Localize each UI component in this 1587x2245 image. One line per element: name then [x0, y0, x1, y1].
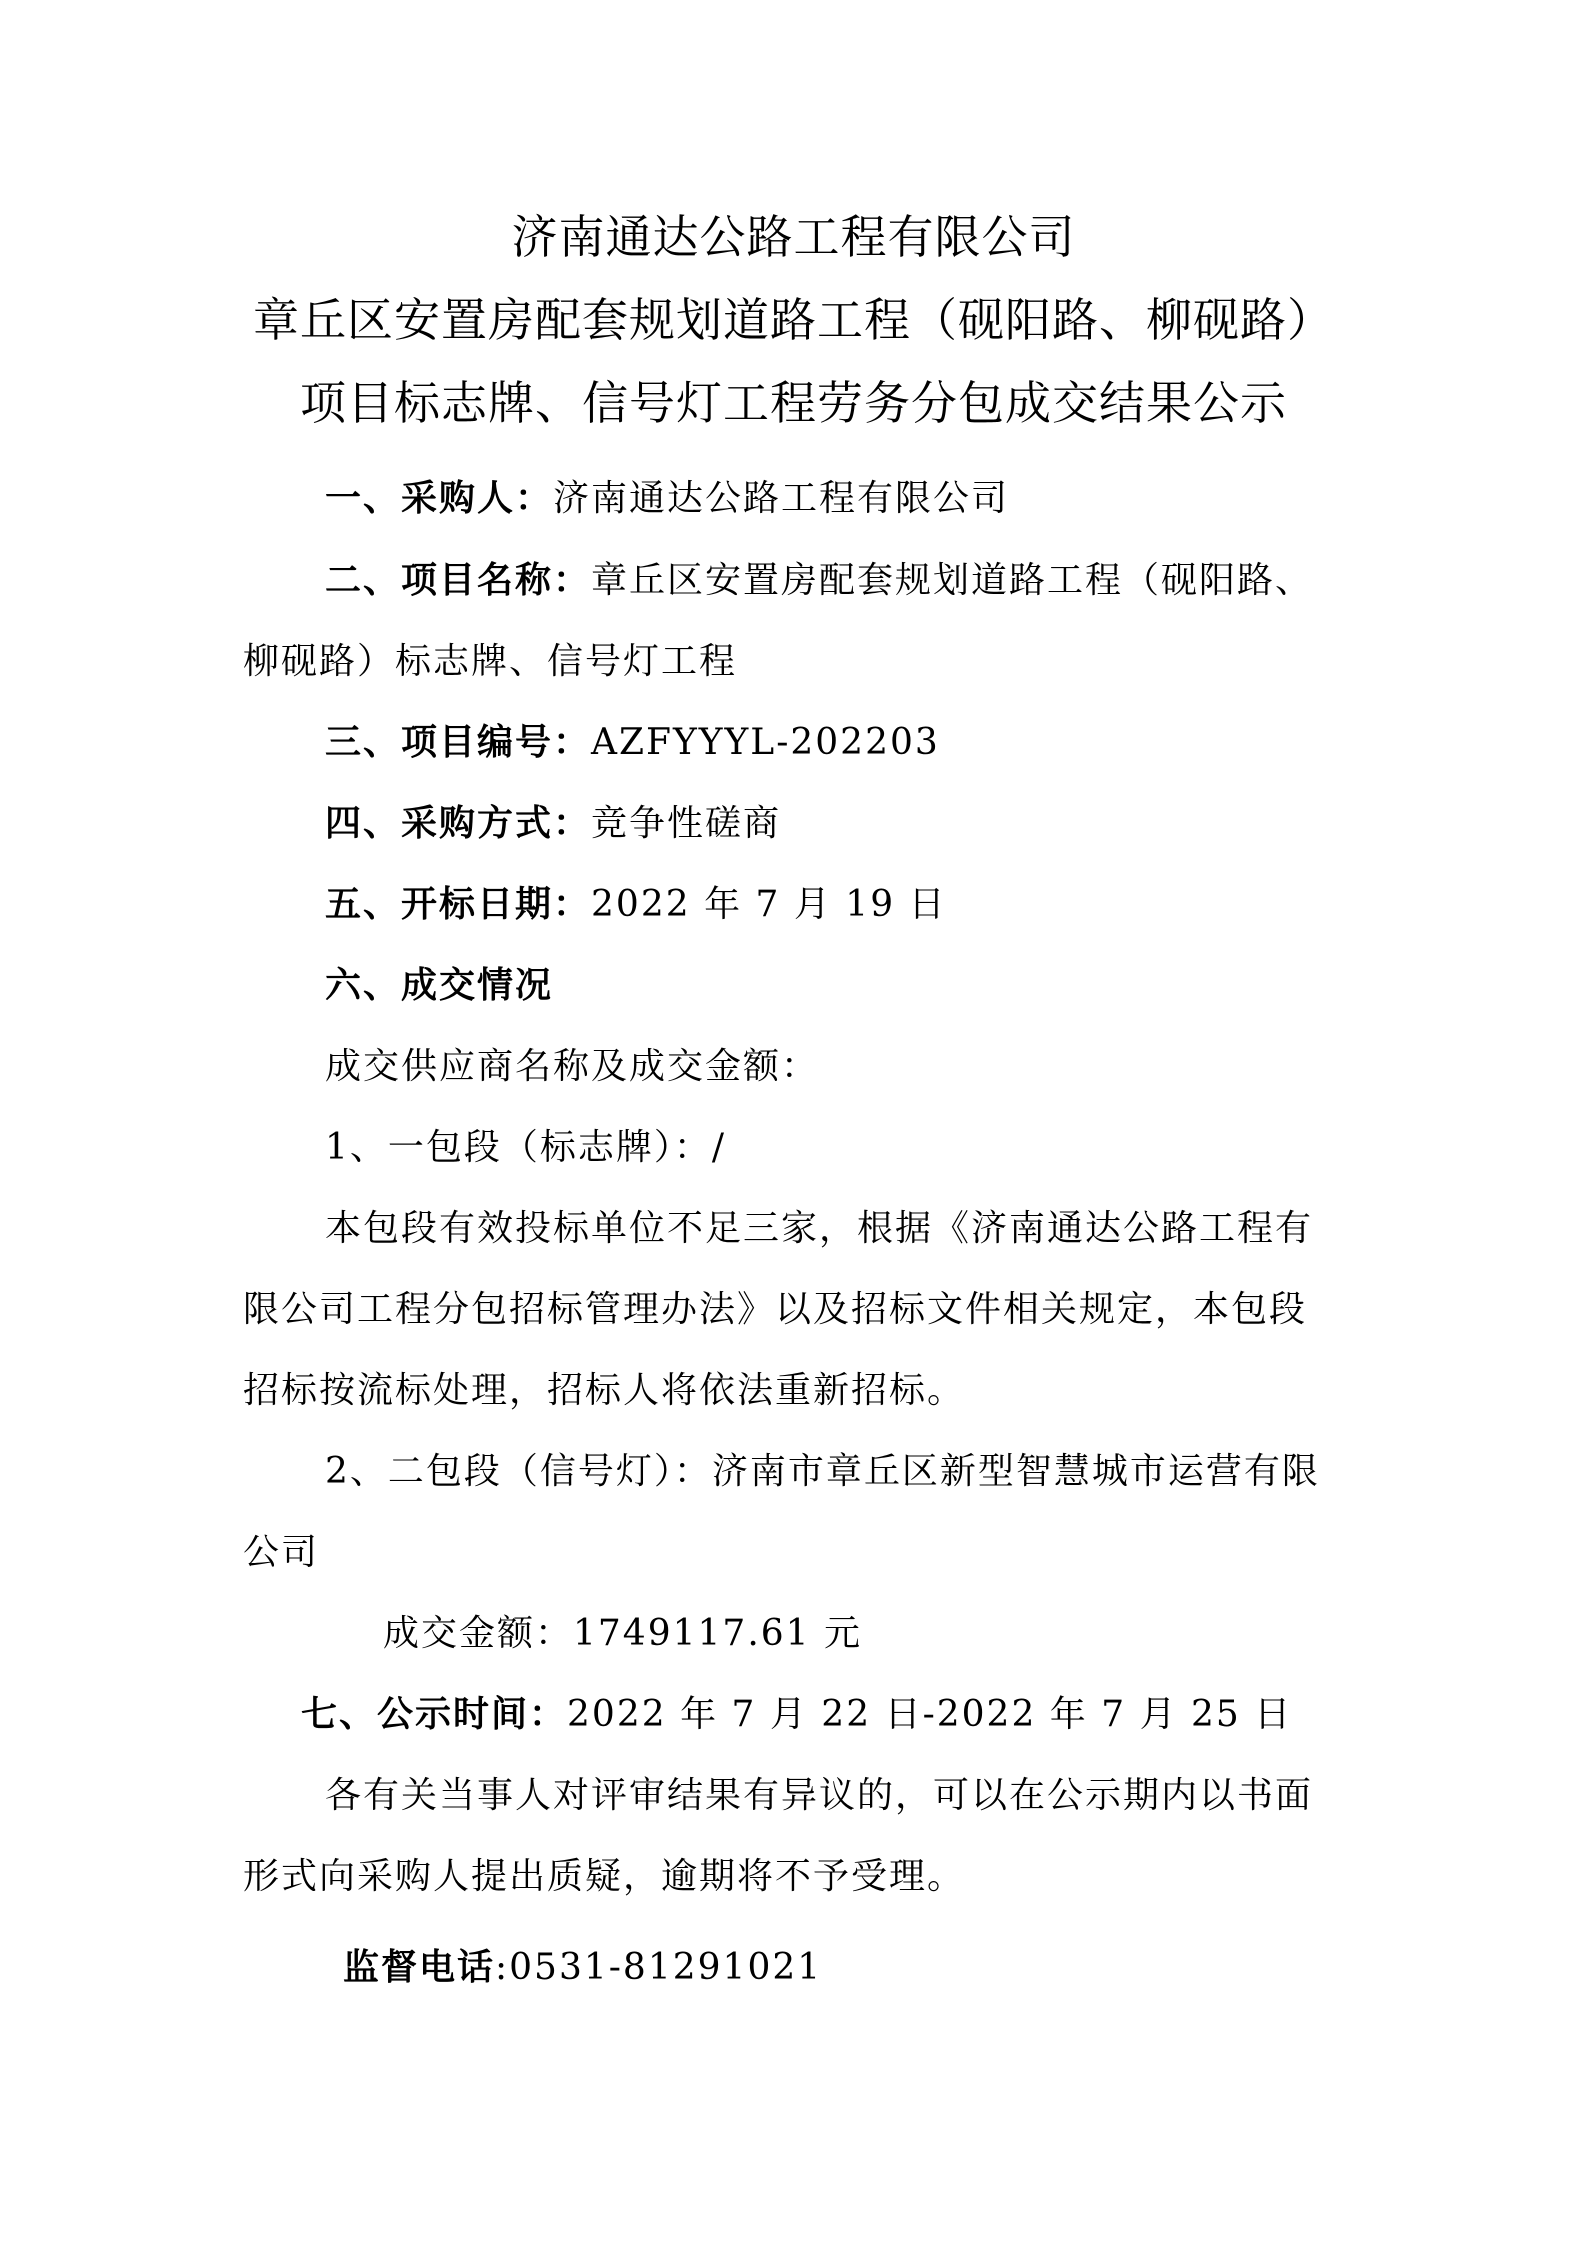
notice-time-line [301, 1690, 1292, 1740]
method-label: 四、采购方式： [325, 803, 592, 844]
phone-value: :0531-81291021 [495, 1947, 823, 1988]
project-no-line [325, 718, 940, 768]
title-announcement: 项目标志牌、信号灯工程劳务分包成交结果公示 [300, 376, 1287, 430]
title-company: 济南通达公路工程有限公司 [511, 210, 1076, 264]
lot2-amount: 成交金额：1749117.61 元 [383, 1613, 863, 1654]
bid-date-line [325, 880, 947, 930]
method-line [325, 799, 781, 849]
project-no-value: AZFYYYL-202203 [591, 722, 940, 763]
objection-1: 各有关当事人对评审结果有异议的，可以在公示期内以书面 [325, 1775, 1314, 1816]
project-name-value: 章丘区安置房配套规划道路工程（砚阳路、 [591, 560, 1314, 601]
project-name-line [325, 556, 1313, 606]
lot2-title-2: 公司 [243, 1532, 320, 1573]
phone-label: 监督电话 [343, 1947, 496, 1988]
notice-time-value: 2022 年 7 月 22 日-2022 年 7 月 25 日 [567, 1694, 1293, 1735]
purchaser-value: 济南通达公路工程有限公司 [553, 478, 1010, 519]
lot2-title-1: 2、二包段（信号灯）：济南市章丘区新型智慧城市运营有限 [325, 1451, 1320, 1492]
bid-date-label: 五、开标日期： [325, 884, 592, 925]
phone-line [343, 1943, 822, 1993]
objection-2: 形式向采购人提出质疑，逾期将不予受理。 [243, 1856, 966, 1897]
lot1-title: 1、一包段（标志牌）：/ [325, 1127, 727, 1168]
project-name-label: 二、项目名称： [325, 560, 592, 601]
notice-time-label: 七、公示时间： [301, 1694, 568, 1735]
project-no-label: 三、项目编号： [325, 722, 592, 763]
title-project: 章丘区安置房配套规划道路工程（砚阳路、柳砚路） [253, 293, 1334, 347]
purchaser-label: 一、采购人： [325, 478, 554, 519]
project-name-continuation: 柳砚路）标志牌、信号灯工程 [243, 641, 738, 682]
supplier-intro: 成交供应商名称及成交金额： [325, 1046, 820, 1087]
bid-date-value: 2022 年 7 月 19 日 [591, 884, 947, 925]
lot1-desc-3: 招标按流标处理，招标人将依法重新招标。 [243, 1370, 966, 1411]
purchaser-line [325, 474, 1009, 524]
result-heading [325, 961, 553, 1011]
result-label: 六、成交情况 [325, 965, 554, 1006]
lot1-desc-2: 限公司工程分包招标管理办法》以及招标文件相关规定，本包段 [243, 1289, 1308, 1330]
method-value: 竞争性磋商 [591, 803, 782, 844]
lot1-desc-1: 本包段有效投标单位不足三家，根据《济南通达公路工程有 [325, 1208, 1314, 1249]
